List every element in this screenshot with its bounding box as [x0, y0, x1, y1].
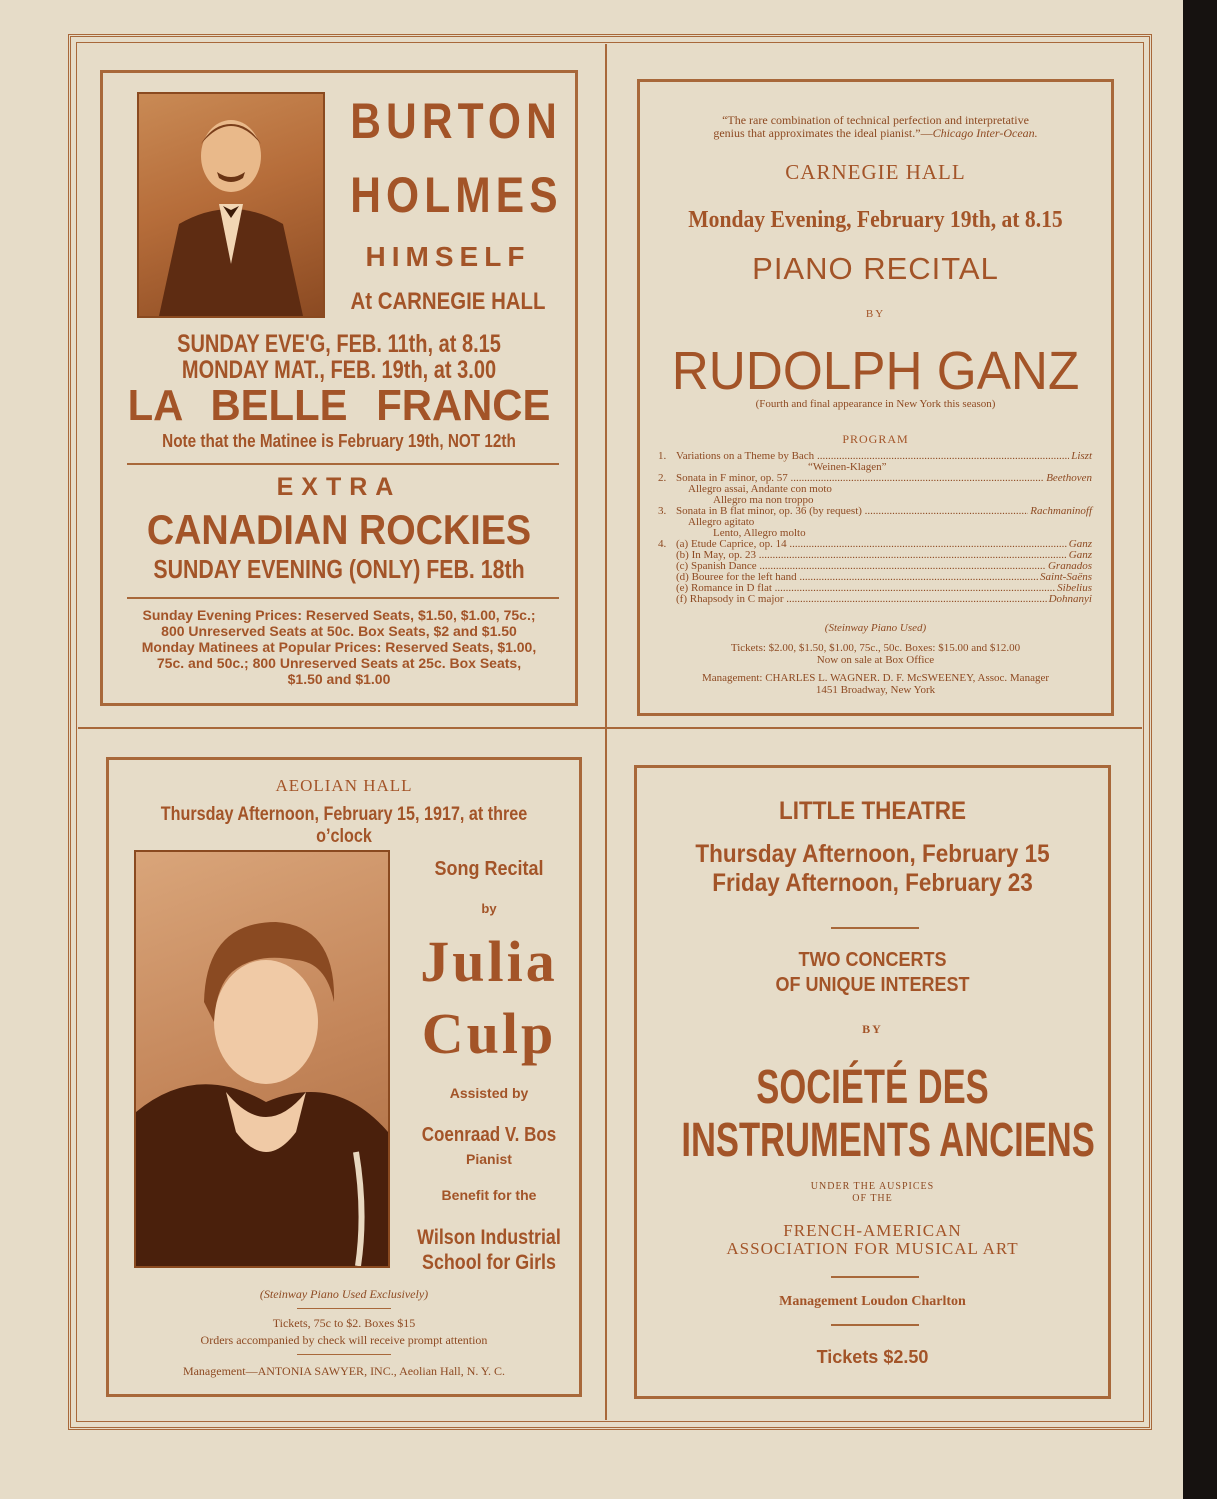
culp-management: Management—ANTONIA SAWYER, INC., Aeolian Hall, N. Y. C. [182, 1364, 506, 1378]
burton-holmes-portrait [137, 92, 325, 318]
societe-association [637, 1222, 1108, 1258]
ganz-management-line2: 1451 Broadway, New York [815, 684, 936, 696]
ganz-tickets-line2: Now on sale at Box Office [816, 654, 935, 666]
societe-concerts-line2: OF UNIQUE INTEREST [775, 974, 970, 996]
burton-prices [103, 607, 575, 687]
ganz-program-label: PROGRAM [842, 432, 909, 446]
societe-dates [661, 840, 1085, 898]
program-item-title: (e) Romance in D flat ..... [676, 583, 1055, 594]
burton-prices-line2: 800 Unreserved Seats at 50c. Box Seats, $2 and $1.50 [161, 623, 517, 639]
societe-association-line2: ASSOCIATION FOR MUSICAL ART [726, 1239, 1019, 1258]
burton-prices-line3: Monday Matinees at Popular Prices: Reserved Seats, $1.00, [141, 639, 537, 655]
societe-name-2: INSTRUMENTS ANCIENS [681, 1114, 1095, 1167]
ganz-appearance: (Fourth and final appearance in New York this season) [755, 398, 996, 410]
burton-name-line2: HOLMES [350, 167, 563, 223]
program-item [658, 594, 1092, 605]
culp-tickets: Tickets, 75c to $2. Boxes $15 [272, 1316, 416, 1330]
societe-by: BY [862, 1022, 883, 1036]
page-edge-background [1183, 0, 1217, 1499]
burton-divider [127, 463, 559, 465]
societe-venue: LITTLE THEATRE [778, 797, 967, 825]
societe-date-1: Thursday Afternoon, February 15 [695, 840, 1050, 868]
ad-julia-culp [106, 757, 582, 1397]
ganz-venue: CARNEGIE HALL [785, 160, 966, 184]
ganz-quote-source: Chicago Inter-Ocean. [932, 126, 1038, 140]
culp-beneficiary-line2: School for Girls [422, 1251, 556, 1274]
portrait-illustration [139, 94, 323, 316]
ad-societe-instruments-anciens [634, 765, 1111, 1399]
program-item-title: (a) Etude Caprice, op. 14 ..... [676, 539, 1067, 550]
program-item-number [658, 572, 676, 583]
culp-portrait-illustration [136, 852, 388, 1266]
ad-rudolph-ganz [637, 79, 1114, 716]
program-item-movement: Allegro ma non troppo [713, 494, 814, 506]
culp-venue: AEOLIAN HALL [275, 776, 413, 795]
burton-extra-title: CANADIAN ROCKIES [146, 506, 532, 553]
societe-divider-2 [831, 1276, 919, 1278]
burton-prices-line4: 75c. and 50c.; 800 Unreserved Seats at 25c. Box Seats, [156, 655, 522, 671]
program-item-composer: Rachmaninoff [1030, 505, 1092, 517]
program-item [658, 495, 1092, 506]
culp-orders: Orders accompanied by check will receive prompt attention [200, 1333, 488, 1347]
societe-divider-3 [831, 1324, 919, 1326]
program-item-number: 3. [658, 505, 667, 517]
program-item-number [658, 561, 676, 572]
center-divider-horizontal [78, 727, 1142, 729]
ganz-name: RUDOLPH GANZ [671, 341, 1080, 401]
societe-association-line1: FRENCH-AMERICAN [783, 1221, 962, 1240]
culp-pianist-name: Coenraad V. Bos [421, 1124, 557, 1146]
societe-concerts [661, 948, 1085, 998]
ganz-tickets [640, 642, 1111, 666]
societe-date-2: Friday Afternoon, February 23 [712, 869, 1033, 897]
societe-name-1: SOCIÉTÉ DES [756, 1061, 989, 1114]
program-item-composer: Ganz [1068, 538, 1092, 550]
program-item-composer: Saint-Saëns [1040, 571, 1092, 583]
culp-beneficiary-line1: Wilson Industrial [417, 1226, 561, 1249]
societe-auspices [637, 1181, 1108, 1205]
program-item-number [658, 583, 676, 594]
program-item-composer: Ganz [1068, 549, 1092, 561]
program-item-composer: Beethoven [1046, 472, 1092, 484]
program-item-number [658, 594, 676, 605]
program-item [658, 550, 1092, 561]
societe-concerts-line1: TWO CONCERTS [798, 949, 947, 971]
burton-date-1: SUNDAY EVE'G, FEB. 11th, at 8.15 [177, 330, 501, 358]
societe-divider-1 [831, 927, 919, 929]
program-item-number [658, 550, 676, 561]
program-item-composer: Sibelius [1057, 582, 1092, 594]
burton-name-line1: BURTON [350, 93, 562, 149]
program-item-movement: Allegro assai, Andante con moto [688, 483, 832, 495]
culp-by: by [481, 901, 497, 916]
program-item-title: Variations on a Theme by Bach ..... [676, 451, 1069, 462]
ad-burton-holmes [100, 70, 578, 706]
culp-divider-2 [297, 1354, 391, 1355]
ganz-by: BY [865, 308, 886, 320]
burton-note: Note that the Matinee is February 19th, NOT 12th [162, 431, 516, 451]
program-item-title: (f) Rhapsody in C major ..... [676, 594, 1047, 605]
burton-prices-line5: $1.50 and $1.00 [287, 671, 391, 687]
program-item-title: Sonata in B flat minor, op. 36 (by request) ..... [676, 506, 1028, 517]
societe-management: Management Loudon Charlton [779, 1294, 966, 1309]
ganz-management-line1: Management: CHARLES L. WAGNER. D. F. McSWEENEY, Assoc. Manager [701, 672, 1049, 684]
burton-title: LA BELLE FRANCE [127, 381, 551, 430]
program-item-title: (d) Bouree for the left hand ..... [676, 572, 1038, 583]
ganz-tickets-line1: Tickets: $2.00, $1.50, $1.00, 75c., 50c. Boxes: $15.00 and $12.00 [730, 642, 1021, 654]
burton-prices-line1: Sunday Evening Prices: Reserved Seats, $1.50, $1.00, 75c.; [142, 607, 536, 623]
program-item-number: 4. [658, 538, 667, 550]
program-item-movement: Lento, Allegro molto [713, 527, 806, 539]
program-item-movement: Allegro agitato [688, 516, 755, 528]
program-item-title: (c) Spanish Dance ..... [676, 561, 1046, 572]
program-item-composer: Dohnanyi [1048, 593, 1092, 605]
program-item [658, 583, 1092, 594]
program-item-title: Sonata in F minor, op. 57 ..... [676, 473, 1044, 484]
program-item [658, 561, 1092, 572]
program-item [658, 462, 1092, 473]
program-item [658, 539, 1092, 550]
burton-divider-2 [127, 597, 559, 599]
program-item-composer: Granados [1047, 560, 1092, 572]
program-item-movement: “Weinen-Klagen” [808, 461, 887, 473]
center-divider-vertical [605, 44, 607, 1420]
ganz-program-list [658, 451, 1092, 605]
culp-benefit: Benefit for the [441, 1187, 537, 1203]
culp-date: Thursday Afternoon, February 15, 1917, at three o’clock [160, 804, 528, 847]
societe-tickets: Tickets $2.50 [816, 1347, 929, 1367]
culp-piano: (Steinway Piano Used Exclusively) [259, 1287, 429, 1301]
culp-divider-1 [297, 1308, 391, 1309]
program-item-composer: Liszt [1071, 450, 1092, 462]
program-item [658, 572, 1092, 583]
culp-beneficiary [413, 1225, 566, 1275]
culp-assisted: Assisted by [449, 1085, 529, 1101]
program-item-title: (b) In May, op. 23 ..... [676, 550, 1067, 561]
ganz-quote [650, 114, 1101, 140]
program-item-number: 2. [658, 472, 667, 484]
ganz-event: PIANO RECITAL [752, 251, 999, 286]
ganz-date: Monday Evening, February 19th, at 8.15 [688, 207, 1063, 233]
culp-name-2: Culp [421, 1001, 557, 1066]
culp-pianist-role: Pianist [466, 1151, 512, 1167]
burton-date-2: MONDAY MAT., FEB. 19th, at 3.00 [181, 356, 497, 384]
culp-event: Song Recital [434, 858, 544, 880]
julia-culp-portrait [134, 850, 390, 1268]
societe-auspices-line2: OF THE [852, 1193, 893, 1204]
burton-himself: HIMSELF [365, 241, 531, 272]
burton-extra: EXTRA [276, 473, 402, 501]
ganz-quote-line2: genius that approximates the ideal pianist.”— [713, 126, 933, 140]
ganz-quote-line1: “The rare combination of technical perfection and interpretative [722, 113, 1029, 127]
culp-name-1: Julia [420, 929, 558, 994]
program-item [658, 528, 1092, 539]
ganz-management [640, 672, 1111, 696]
ganz-piano: (Steinway Piano Used) [824, 622, 927, 634]
burton-extra-date: SUNDAY EVENING (ONLY) FEB. 18th [153, 554, 525, 584]
societe-auspices-line1: UNDER THE AUSPICES [810, 1181, 935, 1192]
program-item-number: 1. [658, 450, 667, 462]
burton-venue: At CARNEGIE HALL [350, 288, 546, 315]
